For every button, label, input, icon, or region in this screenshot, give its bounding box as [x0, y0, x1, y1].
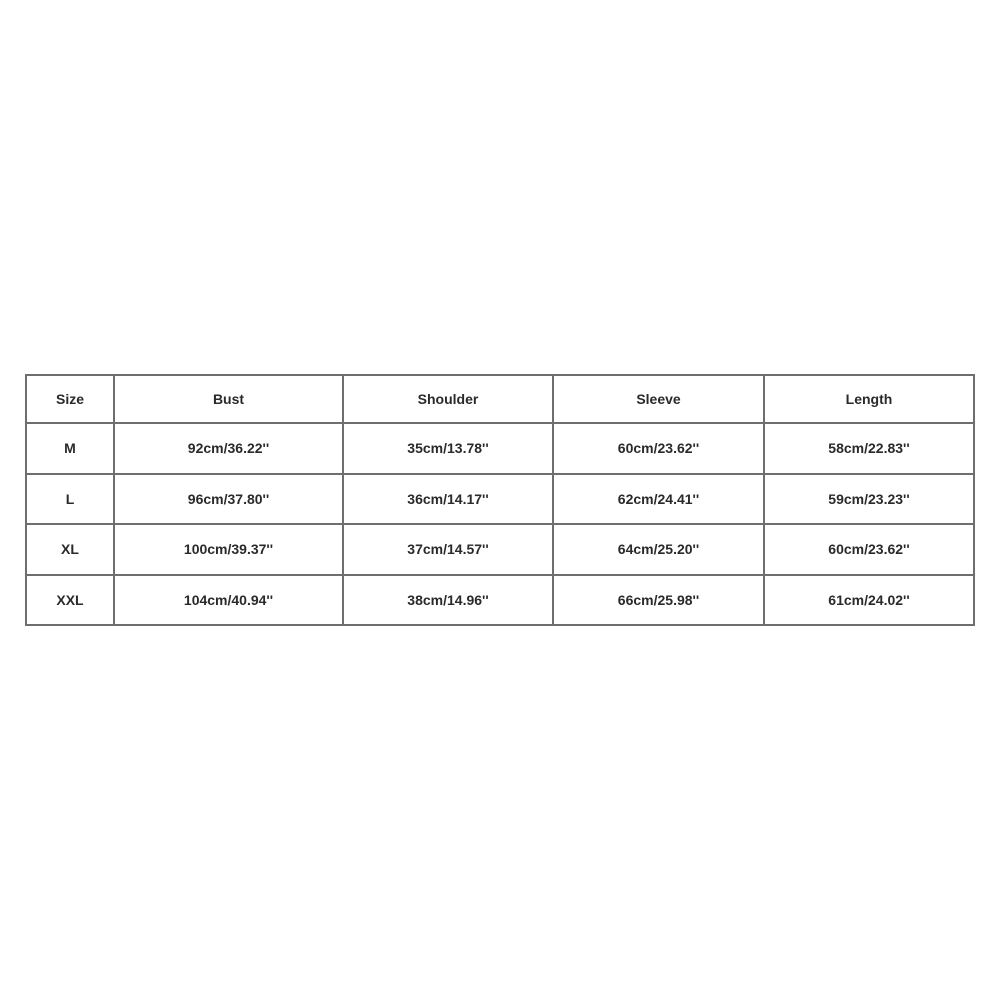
bust-cell: 96cm/37.80'' — [114, 474, 343, 525]
table-row — [26, 423, 974, 474]
header-bust: Bust — [114, 375, 343, 423]
table-row — [26, 524, 974, 575]
shoulder-cell: 35cm/13.78'' — [343, 423, 553, 474]
length-cell: 59cm/23.23'' — [764, 474, 974, 525]
shoulder-cell: 38cm/14.96'' — [343, 575, 553, 626]
length-cell: 58cm/22.83'' — [764, 423, 974, 474]
header-length: Length — [764, 375, 974, 423]
size-cell: M — [26, 423, 114, 474]
header-sleeve: Sleeve — [553, 375, 764, 423]
table-row — [26, 474, 974, 525]
table-row — [26, 575, 974, 626]
header-size: Size — [26, 375, 114, 423]
header-shoulder: Shoulder — [343, 375, 553, 423]
sleeve-cell: 66cm/25.98'' — [553, 575, 764, 626]
size-cell: XXL — [26, 575, 114, 626]
size-cell: XL — [26, 524, 114, 575]
bust-cell: 92cm/36.22'' — [114, 423, 343, 474]
size-chart-table — [25, 374, 975, 626]
header-row — [26, 375, 974, 423]
sleeve-cell: 60cm/23.62'' — [553, 423, 764, 474]
shoulder-cell: 36cm/14.17'' — [343, 474, 553, 525]
bust-cell: 100cm/39.37'' — [114, 524, 343, 575]
sleeve-cell: 62cm/24.41'' — [553, 474, 764, 525]
length-cell: 61cm/24.02'' — [764, 575, 974, 626]
sleeve-cell: 64cm/25.20'' — [553, 524, 764, 575]
length-cell: 60cm/23.62'' — [764, 524, 974, 575]
shoulder-cell: 37cm/14.57'' — [343, 524, 553, 575]
size-cell: L — [26, 474, 114, 525]
bust-cell: 104cm/40.94'' — [114, 575, 343, 626]
